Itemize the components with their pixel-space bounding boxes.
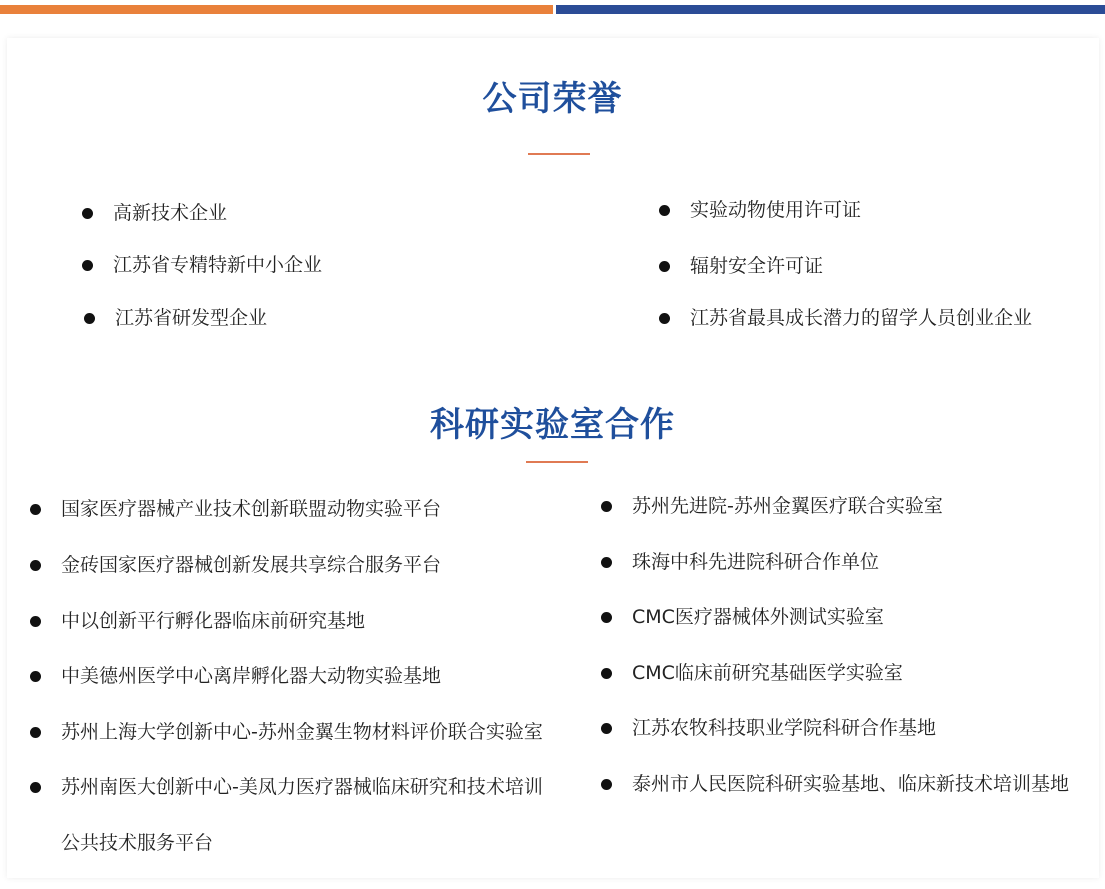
bullet-icon bbox=[82, 208, 93, 219]
bullet-icon bbox=[601, 612, 612, 623]
bullet-icon bbox=[601, 501, 612, 512]
list-item: 中美德州医学中心离岸孵化器大动物实验基地 bbox=[61, 665, 442, 687]
bullet-icon bbox=[659, 205, 670, 216]
list-item: 泰州市人民医院科研实验基地、临床新技术培训基地 bbox=[632, 773, 1070, 795]
bullet-icon bbox=[659, 313, 670, 324]
bullet-icon bbox=[30, 560, 41, 571]
bullet-icon bbox=[601, 723, 612, 734]
list-item: 金砖国家医疗器械创新发展共享综合服务平台 bbox=[61, 554, 442, 576]
list-item: CMC临床前研究基础医学实验室 bbox=[632, 662, 903, 684]
cooperation-title: 科研实验室合作 bbox=[430, 405, 675, 445]
honors-title: 公司荣誉 bbox=[482, 79, 623, 119]
list-item: 实验动物使用许可证 bbox=[690, 199, 862, 221]
list-item: 苏州南医大创新中心-美凤力医疗器械临床研究和技术培训 bbox=[61, 776, 543, 798]
list-item-continuation: 公共技术服务平台 bbox=[61, 832, 214, 854]
bullet-icon bbox=[82, 260, 93, 271]
list-item: 国家医疗器械产业技术创新联盟动物实验平台 bbox=[61, 498, 442, 520]
list-item: 中以创新平行孵化器临床前研究基地 bbox=[61, 610, 366, 632]
list-item: 辐射安全许可证 bbox=[690, 255, 824, 277]
list-item: 高新技术企业 bbox=[113, 202, 228, 224]
bullet-icon bbox=[30, 782, 41, 793]
list-item: 江苏省最具成长潜力的留学人员创业企业 bbox=[690, 307, 1033, 329]
cooperation-divider bbox=[526, 461, 588, 463]
bullet-icon bbox=[601, 779, 612, 790]
list-item: CMC医疗器械体外测试实验室 bbox=[632, 606, 884, 628]
bullet-icon bbox=[601, 557, 612, 568]
bullet-icon bbox=[30, 671, 41, 682]
bullet-icon bbox=[601, 668, 612, 679]
list-item: 珠海中科先进院科研合作单位 bbox=[632, 551, 880, 573]
top-accent-bar bbox=[0, 5, 1105, 14]
top-accent-bar-blue bbox=[556, 5, 1105, 14]
bullet-icon bbox=[30, 616, 41, 627]
list-item: 苏州先进院-苏州金翼医疗联合实验室 bbox=[632, 495, 943, 517]
honors-divider bbox=[528, 153, 590, 155]
list-item: 江苏省研发型企业 bbox=[115, 307, 268, 329]
top-accent-bar-orange bbox=[0, 5, 553, 14]
content-card bbox=[7, 38, 1099, 878]
bullet-icon bbox=[30, 727, 41, 738]
bullet-icon bbox=[659, 261, 670, 272]
bullet-icon bbox=[30, 504, 41, 515]
list-item: 苏州上海大学创新中心-苏州金翼生物材料评价联合实验室 bbox=[61, 721, 543, 743]
list-item: 江苏省专精特新中小企业 bbox=[113, 254, 323, 276]
bullet-icon bbox=[84, 313, 95, 324]
list-item: 江苏农牧科技职业学院科研合作基地 bbox=[632, 717, 937, 739]
